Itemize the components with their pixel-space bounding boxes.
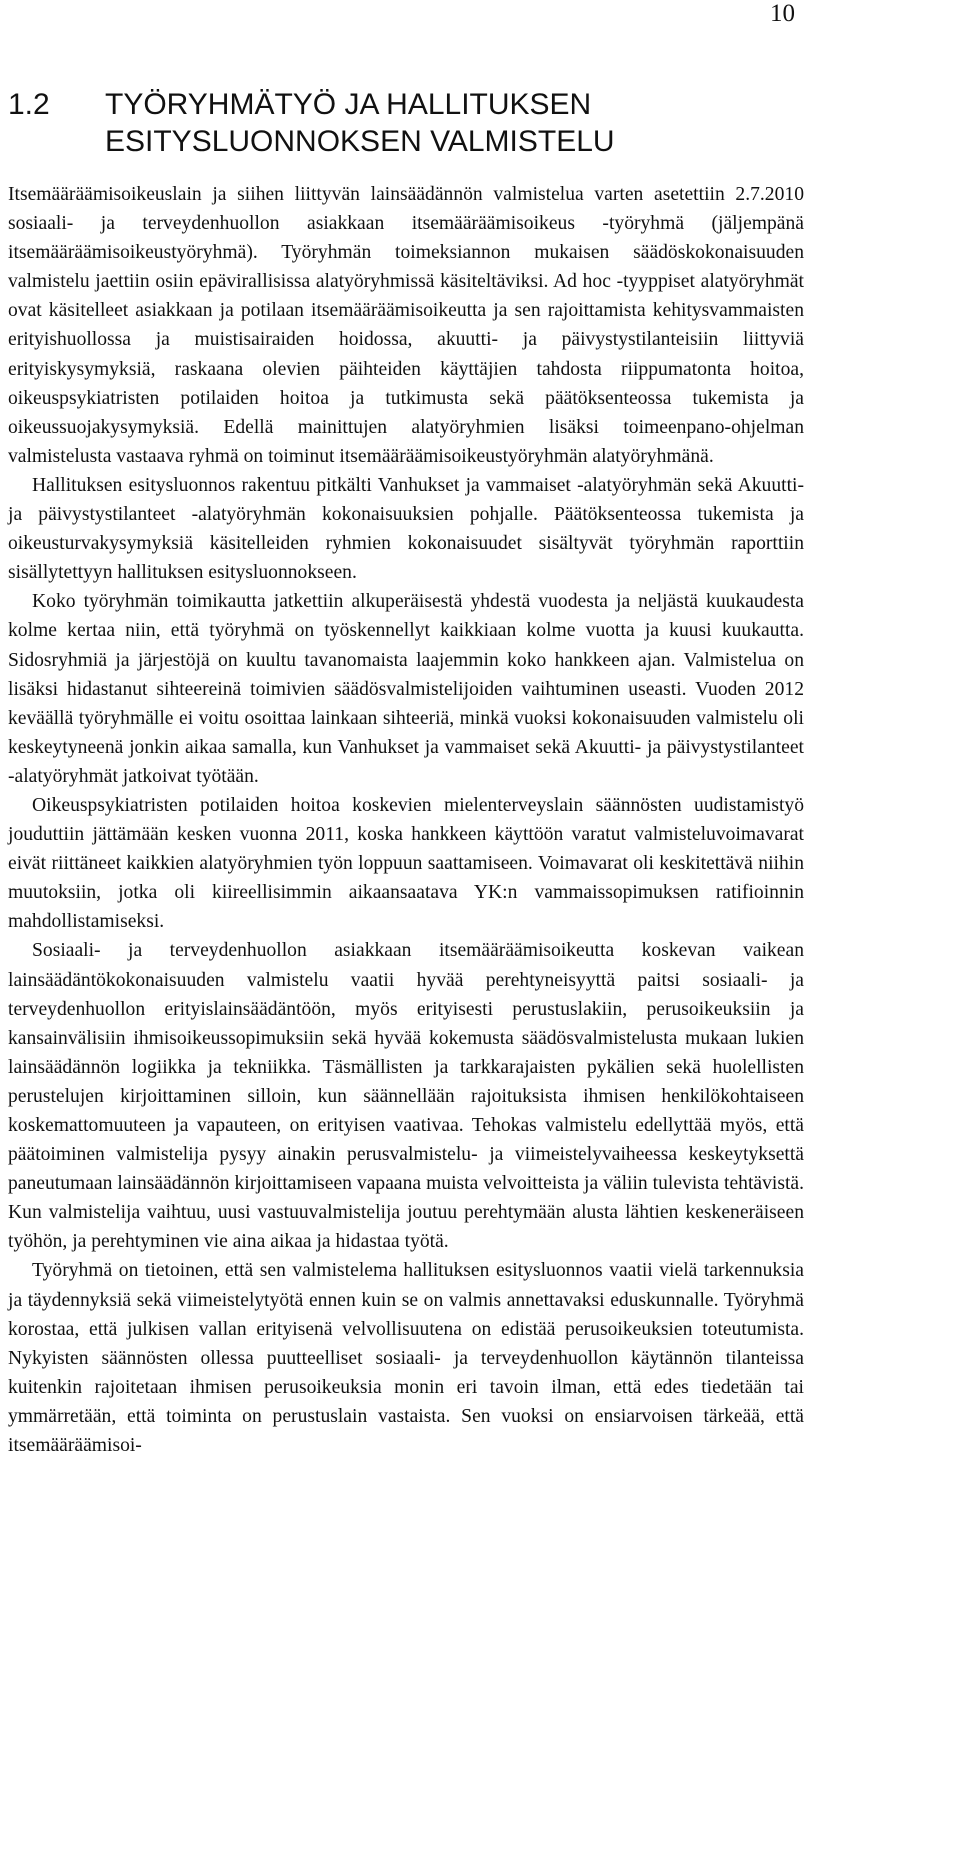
paragraph-3: Koko työryhmän toimikautta jatkettiin alkuperäisestä yhdestä vuodesta ja neljästä kuukaudesta kolme kertaa niin, että työryhmä on työskennellyt kaikkiaan kolme vuotta ja kuusi kuukautta. Sidosryhmiä ja järjestöjä on kuultu tavanomaista laajemmin koko hankkeen ajan. Valmistelua on lisäksi hidastanut sihteereinä toimivien säädösvalmistelijoiden vaihtuminen useasti. Vuoden 2012 keväällä työryhmälle ei voitu osoittaa lainkaan sihteeriä, minkä vuoksi kokonaisuuden valmistelu oli keskeytyneenä jonkin aikaa samalla, kun Vanhukset ja vammaiset sekä Akuutti- ja päivystystilanteet -alatyöryhmät jatkoivat työtään.	[8, 591, 804, 787]
section-heading	[8, 86, 808, 160]
paragraph-5: Sosiaali- ja terveydenhuollon asiakkaan itsemääräämisoikeutta koskevan vaikean lainsäädäntökokonaisuuden valmistelu vaatii hyvää perehtyneisyyttä paitsi sosiaali- ja terveydenhuollon erityislainsäädäntöön, myös erityisesti perustuslakiin, perusoikeuksiin ja kansainvälisiin ihmisoikeussopimuksiin sekä hyvää kokemusta säädösvalmistelusta mukaan lukien lainsäädännön logiikka ja tekniikka. Täsmällisten ja tarkkarajaisten pykälien sekä huolellisten perustelujen kirjoittaminen silloin, kun säännellään rajoituksista ihmisen henkilökohtaiseen koskemattomuuteen ja vapauteen, on erityisen vaativaa. Tehokas valmistelu edellyttää myös, että päätoiminen valmistelija pysyy ainakin perusvalmistelu- ja viimeistelyvaiheessa keskeytyksettä paneutumaan lainsäädännön kirjoittamiseen vapaana muista velvoitteista ja väliin tulevista tehtävistä. Kun valmistelija vaihtuu, uusi vastuuvalmistelija joutuu perehtymään alusta lähtien keskeneräiseen työhön, ja perehtyminen vie aina aikaa ja hidastaa työtä.	[8, 940, 804, 1253]
paragraph-2: Hallituksen esitysluonnos rakentuu pitkälti Vanhukset ja vammaiset -alatyöryhmän sekä Akuutti- ja päivystystilanteet -alatyöryhmän kokonaisuuksien pohjalle. Päätöksenteossa tukemista ja oikeusturvakysymyksiä käsitelleiden ryhmien kokonaisuudet sisältyvät työryhmän raporttiin sisällytettyyn hallituksen esitysluonnokseen.	[8, 474, 804, 584]
section-title-line1: TYÖRYHMÄTYÖ JA HALLITUKSEN	[105, 88, 592, 121]
body-text	[8, 180, 804, 1460]
paragraph-4: Oikeuspsykiatristen potilaiden hoitoa koskevien mielenterveyslain säännösten uudistamistyö jouduttiin jättämään kesken vuonna 2011, koska hankkeen käyttöön varatut valmisteluvoimavarat eivät riittäneet kaikkien alatyöryhmien työn loppuun saattamiseen. Voimavarat oli keskitettävä niihin muutoksiin, jotka oli kiireellisimmin aikaansaatava YK:n vammaissopimuksen ratifioinnin mahdollistamiseksi.	[8, 794, 804, 933]
section-number: 1.2	[8, 88, 50, 121]
page-number: 10	[770, 0, 795, 27]
paragraph-1: Itsemääräämisoikeuslain ja siihen liittyvän lainsäädännön valmistelua varten asetettiin 2.7.2010 sosiaali- ja terveydenhuollon asiakkaan itsemääräämisoikeus -työryhmä (jäljempänä itsemääräämisoikeustyöryhmä). Työryhmän toimeksiannon mukaisen säädöskokonaisuuden valmistelu jaettiin osiin epävirallisissa alatyöryhmissä käsiteltäviksi. Ad hoc -tyyppiset alatyöryhmät ovat käsitelleet asiakkaan ja potilaan itsemääräämisoikeutta ja sen rajoittamista kehitysvammaisten erityishuollossa ja muistisairaiden hoidossa, akuutti- ja päivystystilanteisiin liittyviä erityiskysymyksiä, raskaana olevien päihteiden käyttäjien tahdosta riippumatonta hoitoa, oikeuspsykiatristen potilaiden hoitoa ja tutkimusta sekä päätöksenteossa tukemista ja oikeussuojakysymyksiä. Edellä mainittujen alatyöryhmien lisäksi toimeenpano-ohjelman valmistelusta vastaava ryhmä on toiminut itsemääräämisoikeustyöryhmän alatyöryhmänä.	[8, 184, 804, 467]
paragraph-6: Työryhmä on tietoinen, että sen valmistelema hallituksen esitysluonnos vaatii vielä tarkennuksia ja täydennyksiä sekä viimeistelytyötä ennen kuin se on valmis annettavaksi eduskunnalle. Työryhmä korostaa, että julkisen vallan erityisenä velvollisuutena on edistää perusoikeuksien toteutumista. Nykyisten säännösten ollessa puutteelliset sosiaali- ja terveydenhuollon käytännön tilanteissa kuitenkin rajoitetaan ihmisen perusoikeuksia monin eri tavoin ilman, että edes tiedetään tai ymmärretään, että toiminta on perustuslain vastaista. Sen vuoksi on ensiarvoisen tärkeää, että itsemääräämisoi-	[8, 1260, 804, 1457]
section-title-line2: ESITYSLUONNOKSEN VALMISTELU	[105, 125, 615, 158]
